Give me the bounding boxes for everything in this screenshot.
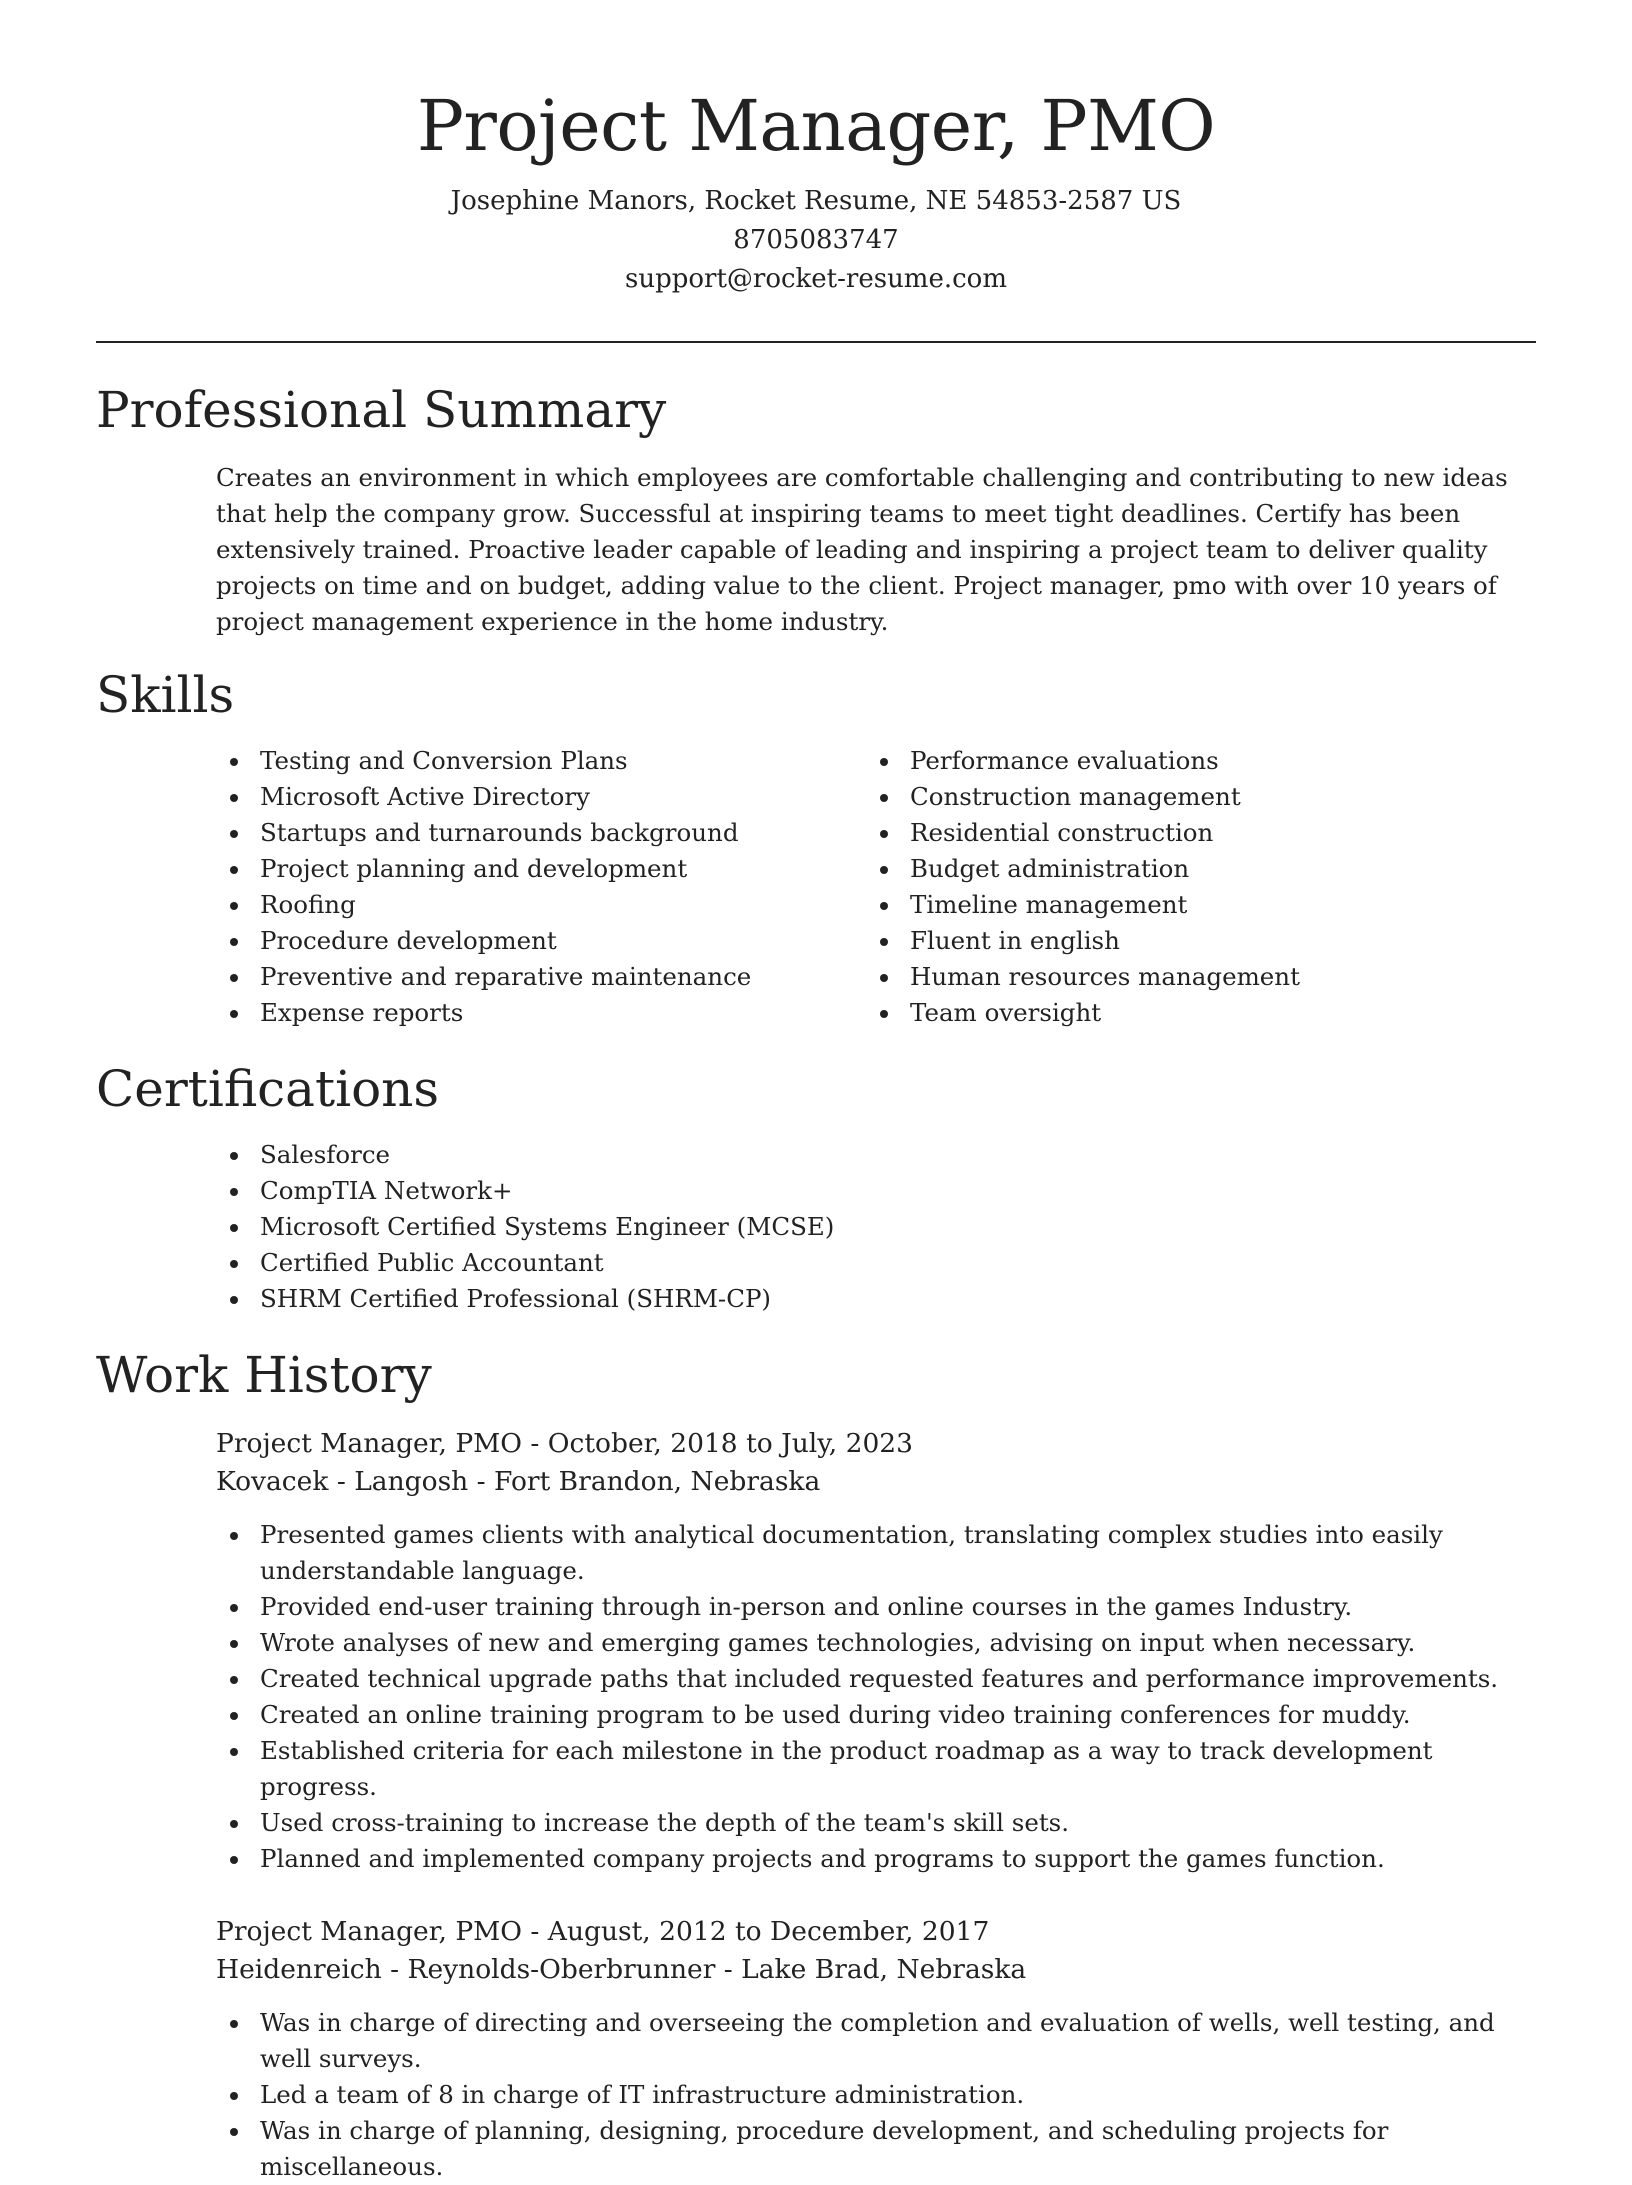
summary-heading: Professional Summary (96, 381, 667, 439)
skills-section (96, 665, 1536, 1031)
skill-item: Human resources management (866, 959, 1516, 995)
certifications-heading: Certifications (96, 1060, 440, 1118)
skill-item: Construction management (866, 779, 1516, 815)
job-bullet: Was in charge of planning, designing, procedure development, and scheduling projects for miscellaneous. (216, 2113, 1536, 2185)
contact-address: Josephine Manors, Rocket Resume, NE 54853-2587 US (450, 186, 1182, 216)
work-history-section (96, 1345, 1536, 2185)
certification-item: Microsoft Certified Systems Engineer (MCSE) (216, 1209, 1536, 1245)
job-title-dates: Project Manager, PMO - October, 2018 to July, 2023 (216, 1428, 914, 1459)
skill-item: Residential construction (866, 815, 1516, 851)
certifications-list (216, 1137, 1536, 1317)
skill-item: Performance evaluations (866, 743, 1516, 779)
skill-item: Budget administration (866, 851, 1516, 887)
certification-item: Certified Public Accountant (216, 1245, 1536, 1281)
skill-item: Timeline management (866, 887, 1516, 923)
job-bullet: Established criteria for each milestone in the product roadmap as a way to track development progress. (216, 1733, 1536, 1805)
skill-item: Procedure development (216, 923, 866, 959)
job-title-dates: Project Manager, PMO - August, 2012 to December, 2017 (216, 1916, 990, 1947)
skill-item: Roofing (216, 887, 866, 923)
job-bullet: Wrote analyses of new and emerging games technologies, advising on input when necessary. (216, 1625, 1536, 1661)
skill-item: Expense reports (216, 995, 866, 1031)
job-bullet: Created technical upgrade paths that included requested features and performance improvements. (216, 1661, 1536, 1697)
job-bullets (216, 2005, 1536, 2185)
contact-phone: 8705083747 (733, 225, 899, 255)
job-entry (216, 1425, 1536, 1877)
skills-grid (216, 743, 1536, 1031)
job-bullet: Led a team of 8 in charge of IT infrastructure administration. (216, 2077, 1536, 2113)
certification-item: SHRM Certified Professional (SHRM-CP) (216, 1281, 1536, 1317)
job-bullet: Used cross-training to increase the depth of the team's skill sets. (216, 1805, 1536, 1841)
job-entry (216, 1913, 1536, 2185)
header-divider (96, 341, 1536, 343)
contact-block (0, 182, 1632, 299)
job-bullet: Presented games clients with analytical documentation, translating complex studies into easily understandable language. (216, 1517, 1536, 1589)
job-bullet: Planned and implemented company projects and programs to support the games function. (216, 1841, 1536, 1877)
job-company: Heidenreich - Reynolds-Oberbrunner - Lake Brad, Nebraska (216, 1954, 1027, 1985)
certification-item: Salesforce (216, 1137, 1536, 1173)
job-bullet: Provided end-user training through in-person and online courses in the games Industry. (216, 1589, 1536, 1625)
resume-header (0, 0, 1632, 299)
certification-item: CompTIA Network+ (216, 1173, 1536, 1209)
summary-text: Creates an environment in which employees are comfortable challenging and contributing to new ideas that help the company grow. Successful at inspiring teams to meet tight deadlines. Certify has been extensively trained. Proactive leader capable of leading and inspiring a project team to deliver quality projects on time and on budget, adding value to the client. Project manager, pmo with over 10 years of project management experience in the home industry. (216, 463, 1508, 636)
skill-item: Preventive and reparative maintenance (216, 959, 866, 995)
contact-email: support@rocket-resume.com (624, 264, 1007, 294)
skill-item: Microsoft Active Directory (216, 779, 866, 815)
summary-section (96, 380, 1536, 640)
skills-right-list (866, 743, 1516, 1031)
job-bullet: Was in charge of directing and overseeing the completion and evaluation of wells, well testing, and well surveys. (216, 2005, 1536, 2077)
job-bullets (216, 1517, 1536, 1877)
resume-title: Project Manager, PMO (416, 85, 1216, 167)
skill-item: Fluent in english (866, 923, 1516, 959)
job-company: Kovacek - Langosh - Fort Brandon, Nebraska (216, 1466, 821, 1497)
skill-item: Team oversight (866, 995, 1516, 1031)
skill-item: Testing and Conversion Plans (216, 743, 866, 779)
skills-heading: Skills (96, 666, 235, 724)
job-bullet: Created an online training program to be used during video training conferences for muddy. (216, 1697, 1536, 1733)
skills-left-list (216, 743, 866, 1031)
certifications-section (96, 1059, 1536, 1317)
skill-item: Project planning and development (216, 851, 866, 887)
skill-item: Startups and turnarounds background (216, 815, 866, 851)
work-history-heading: Work History (96, 1346, 432, 1404)
